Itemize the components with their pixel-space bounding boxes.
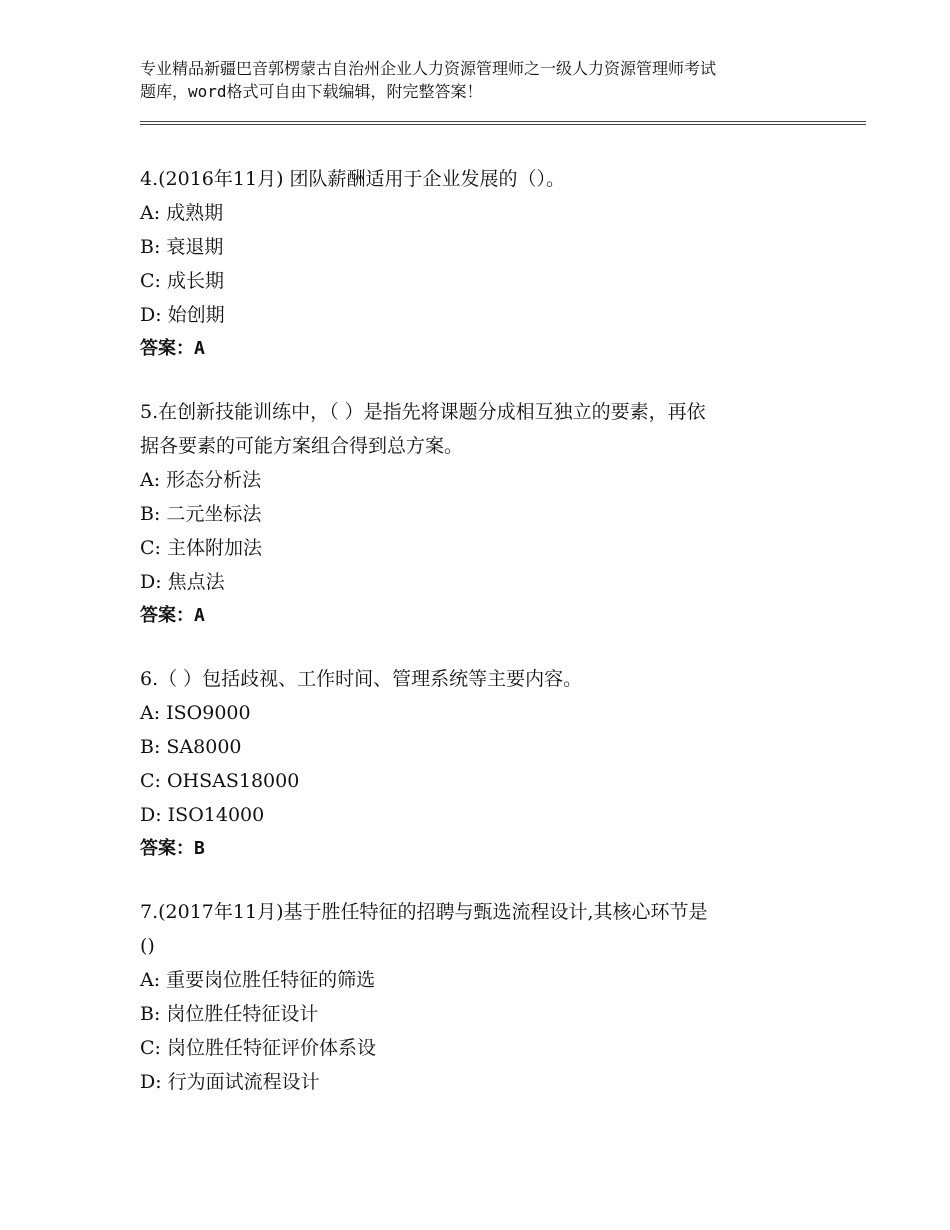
question-stem-continued: 据各要素的可能方案组合得到总方案。 [140, 435, 464, 457]
header-title-line-2: 题库，word格式可自由下载编辑，附完整答案！ [140, 82, 483, 101]
option-a: A: 重要岗位胜任特征的筛选 [140, 969, 376, 991]
question-item [140, 662, 840, 866]
option-a: A: 成熟期 [140, 202, 224, 224]
option-d: D: ISO14000 [140, 804, 265, 826]
option-d: D: 始创期 [140, 304, 225, 326]
option-d: D: 焦点法 [140, 571, 225, 593]
question-stem: 4.(2016年11月) 团队薪酬适用于企业发展的（）。 [140, 168, 566, 190]
question-item [140, 395, 840, 633]
option-b: B: 二元坐标法 [140, 503, 262, 525]
answer-line: 答案：B [140, 838, 205, 859]
option-c: C: 主体附加法 [140, 537, 262, 559]
header-divider-top [140, 121, 866, 122]
question-stem: 7.(2017年11月)基于胜任特征的招聘与甄选流程设计,其核心环节是 [140, 901, 708, 923]
option-a: A: 形态分析法 [140, 469, 262, 491]
header-title-line-1: 专业精品新疆巴音郭楞蒙古自治州企业人力资源管理师之一级人力资源管理师考试 [140, 59, 717, 78]
option-b: B: SA8000 [140, 736, 242, 758]
option-b: B: 岗位胜任特征设计 [140, 1003, 319, 1025]
header-divider-bottom [140, 124, 866, 125]
option-b: B: 衰退期 [140, 236, 224, 258]
option-c: C: OHSAS18000 [140, 770, 300, 792]
option-c: C: 成长期 [140, 270, 224, 292]
option-a: A: ISO9000 [140, 702, 251, 724]
option-d: D: 行为面试流程设计 [140, 1071, 320, 1093]
question-stem: 6.（ ）包括歧视、工作时间、管理系统等主要内容。 [140, 668, 583, 690]
answer-line: 答案：A [140, 338, 205, 359]
question-list [140, 162, 840, 1128]
question-stem-continued: () [140, 935, 155, 957]
question-item [140, 162, 840, 366]
document-header [140, 57, 840, 103]
question-stem: 5.在创新技能训练中，（ ）是指先将课题分成相互独立的要素，再依 [140, 401, 706, 423]
answer-line: 答案：A [140, 605, 205, 626]
option-c: C: 岗位胜任特征评价体系设 [140, 1037, 376, 1059]
question-item [140, 895, 840, 1099]
